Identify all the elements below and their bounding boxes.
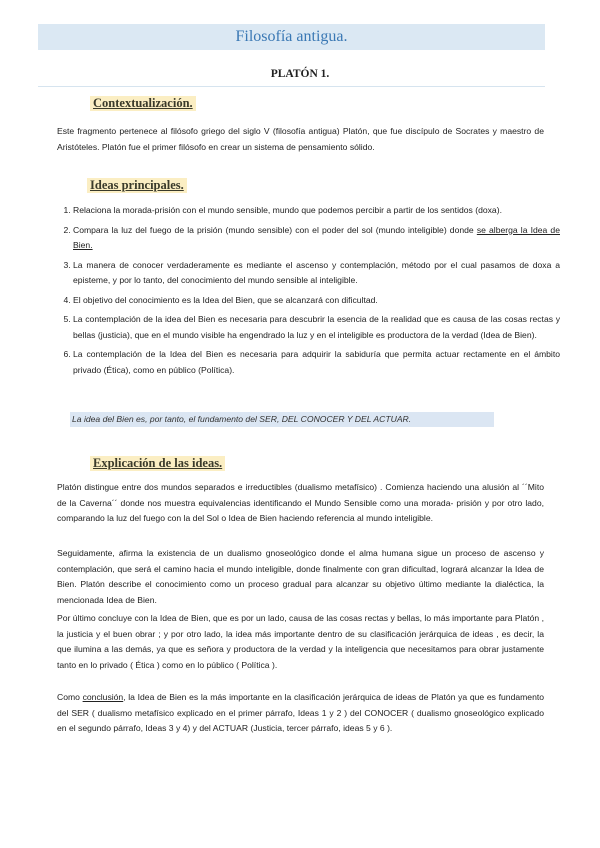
idea-item: 3. La manera de conocer verdaderamente es mediante el ascenso y contemplación, método por el cual pasamos de doxa a episteme, y por lo tanto, del conocimiento del mundo sensible al inteligible. xyxy=(73,258,560,289)
divider xyxy=(38,86,545,87)
idea-item: 6. La contemplación de la Idea del Bien es necesaria para adquirir la sabiduría que permita actuar rectamente en el ámbito privado (Ética), como en público (Política). xyxy=(73,347,560,378)
section-subtitle: PLATÓN 1. xyxy=(270,68,330,80)
conclusion-word: conclusión xyxy=(82,692,124,702)
p4-prefix: Como xyxy=(57,692,83,702)
idea-item: 4. El objetivo del conocimiento es la Idea del Bien, que se alcanzará con dificultad. xyxy=(73,293,560,309)
ideas-conclusion: La idea del Bien es, por tanto, el fundamento del SER, DEL CONOCER Y DEL ACTUAR. xyxy=(70,412,494,427)
ideas-list xyxy=(57,203,560,382)
explanation-paragraph-3: Por último concluye con la Idea de Bien, que es por un lado, causa de las cosas rectas y bellas, lo más importante para Platón , la justicia y el buen obrar ; y por otro lado, la idea más importante dentro de su clasificación jerárquica de ideas , es decir, la que ilumina a las demás, ya que es señora y productora de la verdad y la inteligencia que necesitamos para obrar justamente tanto en lo privado ( Ética ) como en lo público ( Política ). xyxy=(57,613,544,670)
document-title: Filosofía antigua. xyxy=(235,28,348,45)
heading-contextualizacion: Contextualización. xyxy=(90,96,196,111)
idea-item xyxy=(73,223,560,254)
explanation-paragraph-2: Seguidamente, afirma la existencia de un dualismo gnoseológico donde el alma humana sigue un proceso de ascenso y contemplación, que será el camino hacia el mundo inteligible, donde finalmente con gran dificultad, logrará alcanzar la Idea de Bien. Platón describe el conocimiento como un proceso gradual para alcanzar su objetivo último mediante la dialéctica, la mencionada Idea de Bien. xyxy=(57,548,544,605)
idea-item: 1. Relaciona la morada-prisión con el mundo sensible, mundo que podemos percibir a partir de los sentidos (doxa). xyxy=(73,203,560,219)
idea-item-text: Compara la luz del fuego de la prisión (mundo sensible) con el poder del sol (mundo inteligible) donde xyxy=(73,224,474,235)
idea-item: 5. La contemplación de la idea del Bien es necesaria para descubrir la esencia de la realidad que es causa de las cosas rectas y bellas (justicia), que en el mundo visible ha engendrado la luz y en el inteligible es productora de la verdad (Idea de Bien). xyxy=(73,312,560,343)
heading-explicacion: Explicación de las ideas. xyxy=(90,456,225,471)
idea-item-underlined: se alberga la Idea de Bien. xyxy=(73,224,560,250)
context-paragraph: Este fragmento pertenece al filósofo griego del siglo V (filosofía antigua) Platón, que fue discípulo de Socrates y maestro de Aristóteles. Platón fue el primer filósofo en crear un sistema de pensamiento sólido. xyxy=(57,126,544,152)
heading-ideas-principales: Ideas principales. xyxy=(87,178,187,193)
document-title-bar xyxy=(38,24,545,50)
explanation-paragraph-4 xyxy=(57,690,544,737)
explanation-paragraph-1: Platón distingue entre dos mundos separados e irreductibles (dualismo metafísico) . Comienza haciendo una alusión al ´´Mito de la Caverna´´ donde nos muestra equivalencias identificando el Mundo Sensible como una morada- prisión y por otro lado, comparando la luz del fuego con la del Sol o Idea de Bien haciendo referencia al mundo inteligible. xyxy=(57,482,544,523)
p4-rest: , la Idea de Bien es la más importante en la clasificación jerárquica de ideas de Platón ya que es fundamento del SER ( dualismo metafísico explicado en el primer párrafo, Ideas 1 y 2 ) del CONOCER ( dualismo gnoseológico explicado en el segundo párrafo, Ideas 3 y 4) y del ACTUAR (Justicia, tercer párrafo, ideas 5 y 6 ). xyxy=(57,692,545,733)
